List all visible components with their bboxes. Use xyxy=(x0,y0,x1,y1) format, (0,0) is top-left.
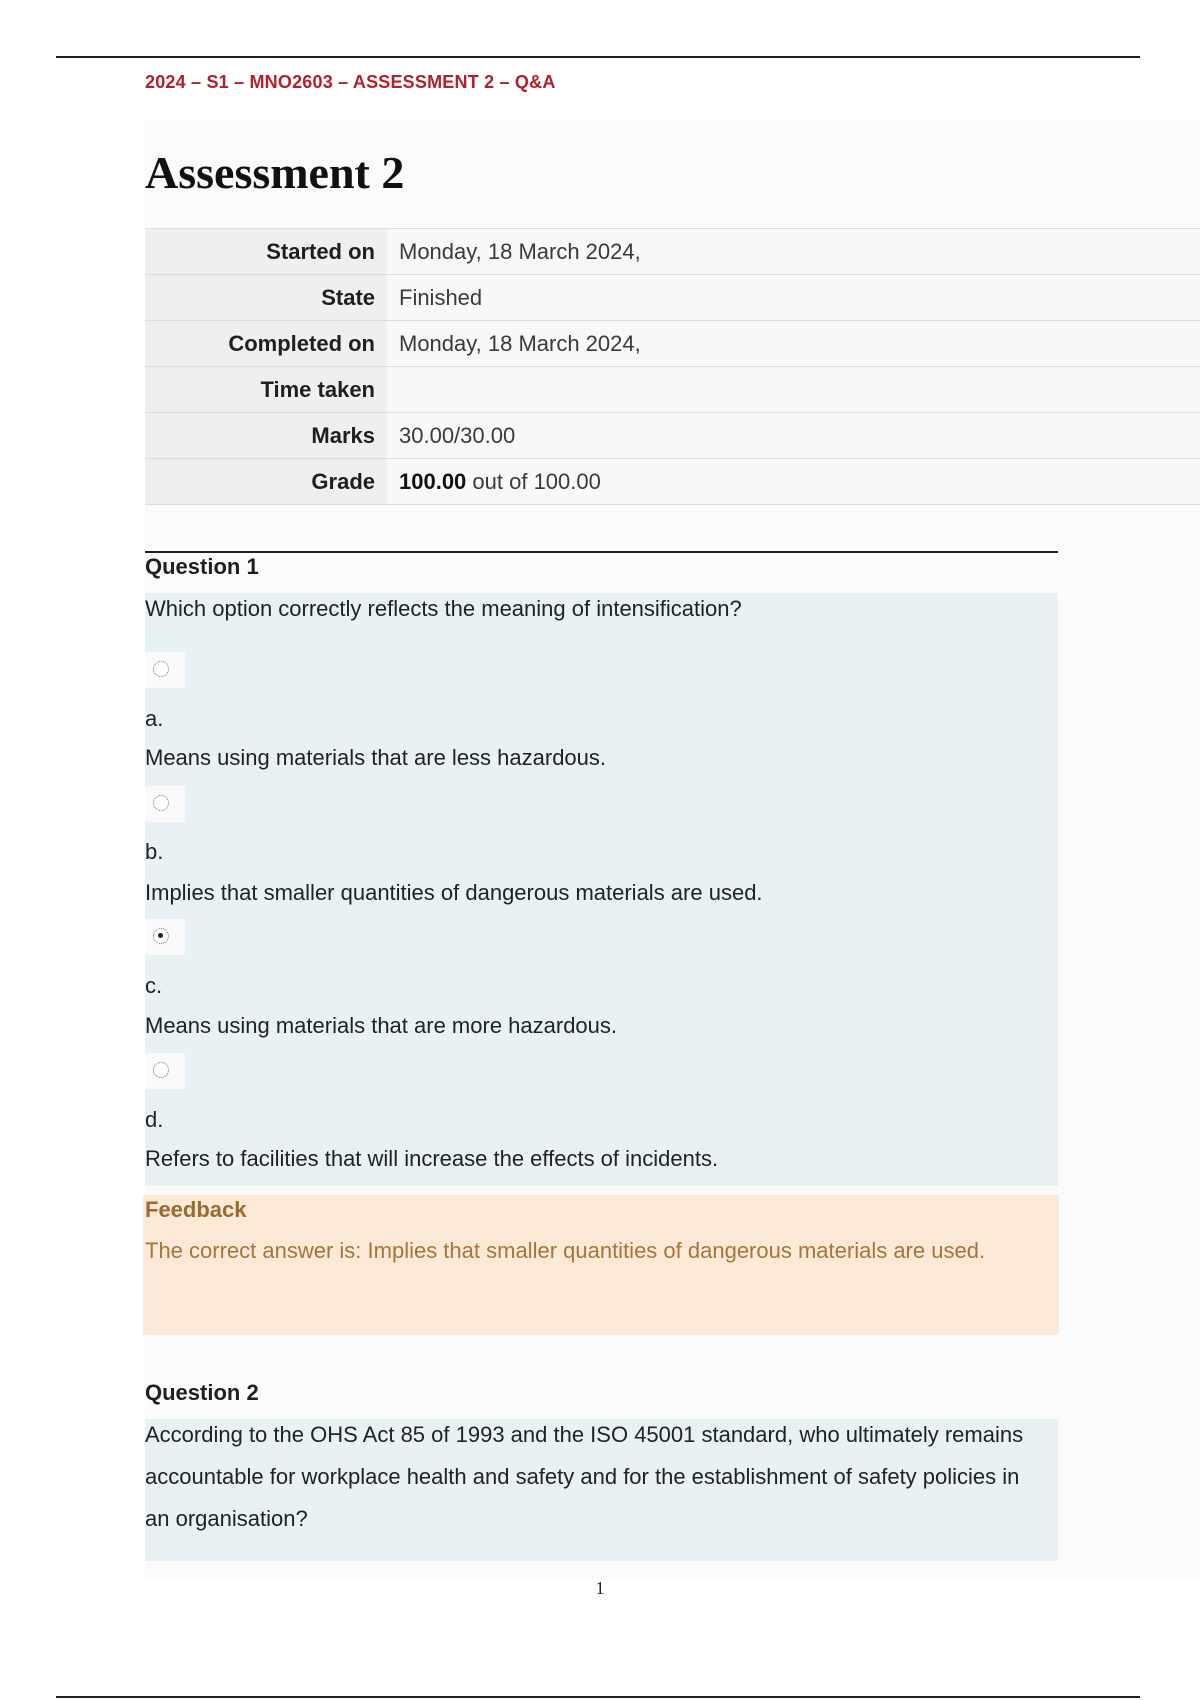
summary-key: State xyxy=(145,275,387,321)
summary-row-started xyxy=(145,229,1200,275)
option-b-radio[interactable] xyxy=(145,786,185,822)
option-d-text[interactable]: Refers to facilities that will increase the effects of incidents. xyxy=(145,1146,719,1171)
summary-value xyxy=(387,459,1200,505)
page-number: 1 xyxy=(595,1578,605,1598)
option-a-radio[interactable] xyxy=(145,652,185,688)
summary-row-completed xyxy=(145,321,1200,367)
question-1-label: Question 1 xyxy=(145,554,259,579)
option-a-letter: a. xyxy=(145,706,164,731)
summary-value: Monday, 18 March 2024, xyxy=(387,229,1200,275)
question-1-text: Which option correctly reflects the meaning of intensification? xyxy=(145,596,742,621)
attempt-summary-table xyxy=(145,228,1200,505)
summary-key: Completed on xyxy=(145,321,387,367)
option-d-letter: d. xyxy=(145,1107,164,1132)
option-d-radio[interactable] xyxy=(145,1053,185,1089)
summary-row-grade xyxy=(145,459,1200,505)
page-title: Assessment 2 xyxy=(145,147,405,198)
grade-total: out of 100.00 xyxy=(466,468,601,494)
summary-row-time-taken xyxy=(145,367,1200,413)
bottom-rule xyxy=(56,1696,1140,1698)
option-a-text[interactable]: Means using materials that are less hazardous. xyxy=(145,745,607,770)
radio-icon xyxy=(153,1062,169,1078)
option-c-radio[interactable] xyxy=(145,919,185,955)
summary-key: Started on xyxy=(145,229,387,275)
option-c-letter: c. xyxy=(145,973,163,998)
question-divider xyxy=(145,551,1058,553)
feedback-text: The correct answer is: Implies that smaller quantities of dangerous materials are used. xyxy=(145,1238,986,1263)
grade-score: 100.00 xyxy=(399,468,467,494)
radio-icon xyxy=(153,661,169,677)
feedback-title: Feedback xyxy=(145,1197,247,1222)
document-header: 2024 – S1 – MNO2603 – ASSESSMENT 2 – Q&A xyxy=(145,72,556,92)
option-b-letter: b. xyxy=(145,839,164,864)
summary-key: Grade xyxy=(145,459,387,505)
question-2-text: According to the OHS Act 85 of 1993 and the ISO 45001 standard, who ultimately remains accountable for workplace health and safety and for the establishment of safety policies in an organisation? xyxy=(145,1422,1024,1531)
summary-value xyxy=(387,367,1200,413)
option-c-text[interactable]: Means using materials that are more hazardous. xyxy=(145,1013,618,1038)
summary-key: Time taken xyxy=(145,367,387,413)
option-b-text[interactable]: Implies that smaller quantities of dangerous materials are used. xyxy=(145,880,763,905)
radio-selected-icon xyxy=(153,928,169,944)
question-2-label: Question 2 xyxy=(145,1380,259,1405)
summary-row-state xyxy=(145,275,1200,321)
summary-row-marks xyxy=(145,413,1200,459)
summary-value: Monday, 18 March 2024, xyxy=(387,321,1200,367)
top-rule xyxy=(56,56,1140,58)
summary-key: Marks xyxy=(145,413,387,459)
summary-value: Finished xyxy=(387,275,1200,321)
summary-value: 30.00/30.00 xyxy=(387,413,1200,459)
radio-icon xyxy=(153,795,169,811)
